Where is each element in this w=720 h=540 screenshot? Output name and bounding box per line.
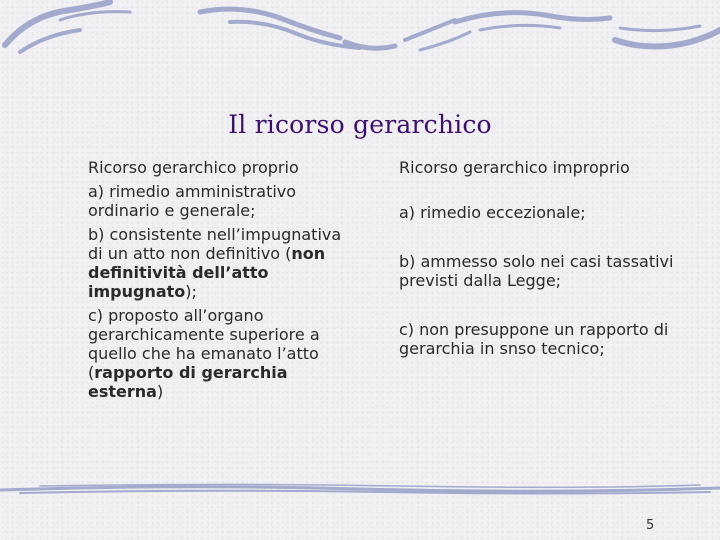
right-column-ricorso-improprio — [399, 158, 674, 358]
left-item-b-suffix: ); — [185, 282, 197, 301]
left-item-c-bold: rapporto di gerarchia esterna — [88, 363, 288, 401]
left-item-b — [88, 225, 358, 301]
left-item-c — [88, 306, 358, 401]
left-column-ricorso-proprio — [88, 158, 358, 401]
decorative-brush-strokes-top — [0, 0, 720, 60]
left-item-b-text: b) consistente nell’impugnativa di un atto non definitivo ( — [88, 225, 342, 263]
decorative-divider-bottom — [0, 480, 720, 500]
right-column-heading: Ricorso gerarchico improprio — [399, 158, 630, 177]
left-item-a: a) rimedio amministrativo ordinario e generale; — [88, 182, 297, 220]
right-item-c: c) non presuppone un rapporto di gerarchia in snso tecnico; — [399, 320, 669, 358]
left-item-c-suffix: ) — [156, 382, 164, 401]
left-item-c-text: c) proposto all’organo gerarchicamente superiore a quello che ha emanato l’atto ( — [88, 306, 320, 382]
right-item-b: b) ammesso solo nei casi tassativi previsti dalla Legge; — [399, 252, 674, 290]
left-item-b-bold: non definitività dell’atto impugnato — [88, 244, 326, 301]
page-number: 5 — [646, 518, 655, 533]
right-item-a: a) rimedio eccezionale; — [399, 203, 586, 222]
slide-title: Il ricorso gerarchico — [228, 110, 492, 139]
left-column-heading: Ricorso gerarchico proprio — [88, 158, 299, 177]
